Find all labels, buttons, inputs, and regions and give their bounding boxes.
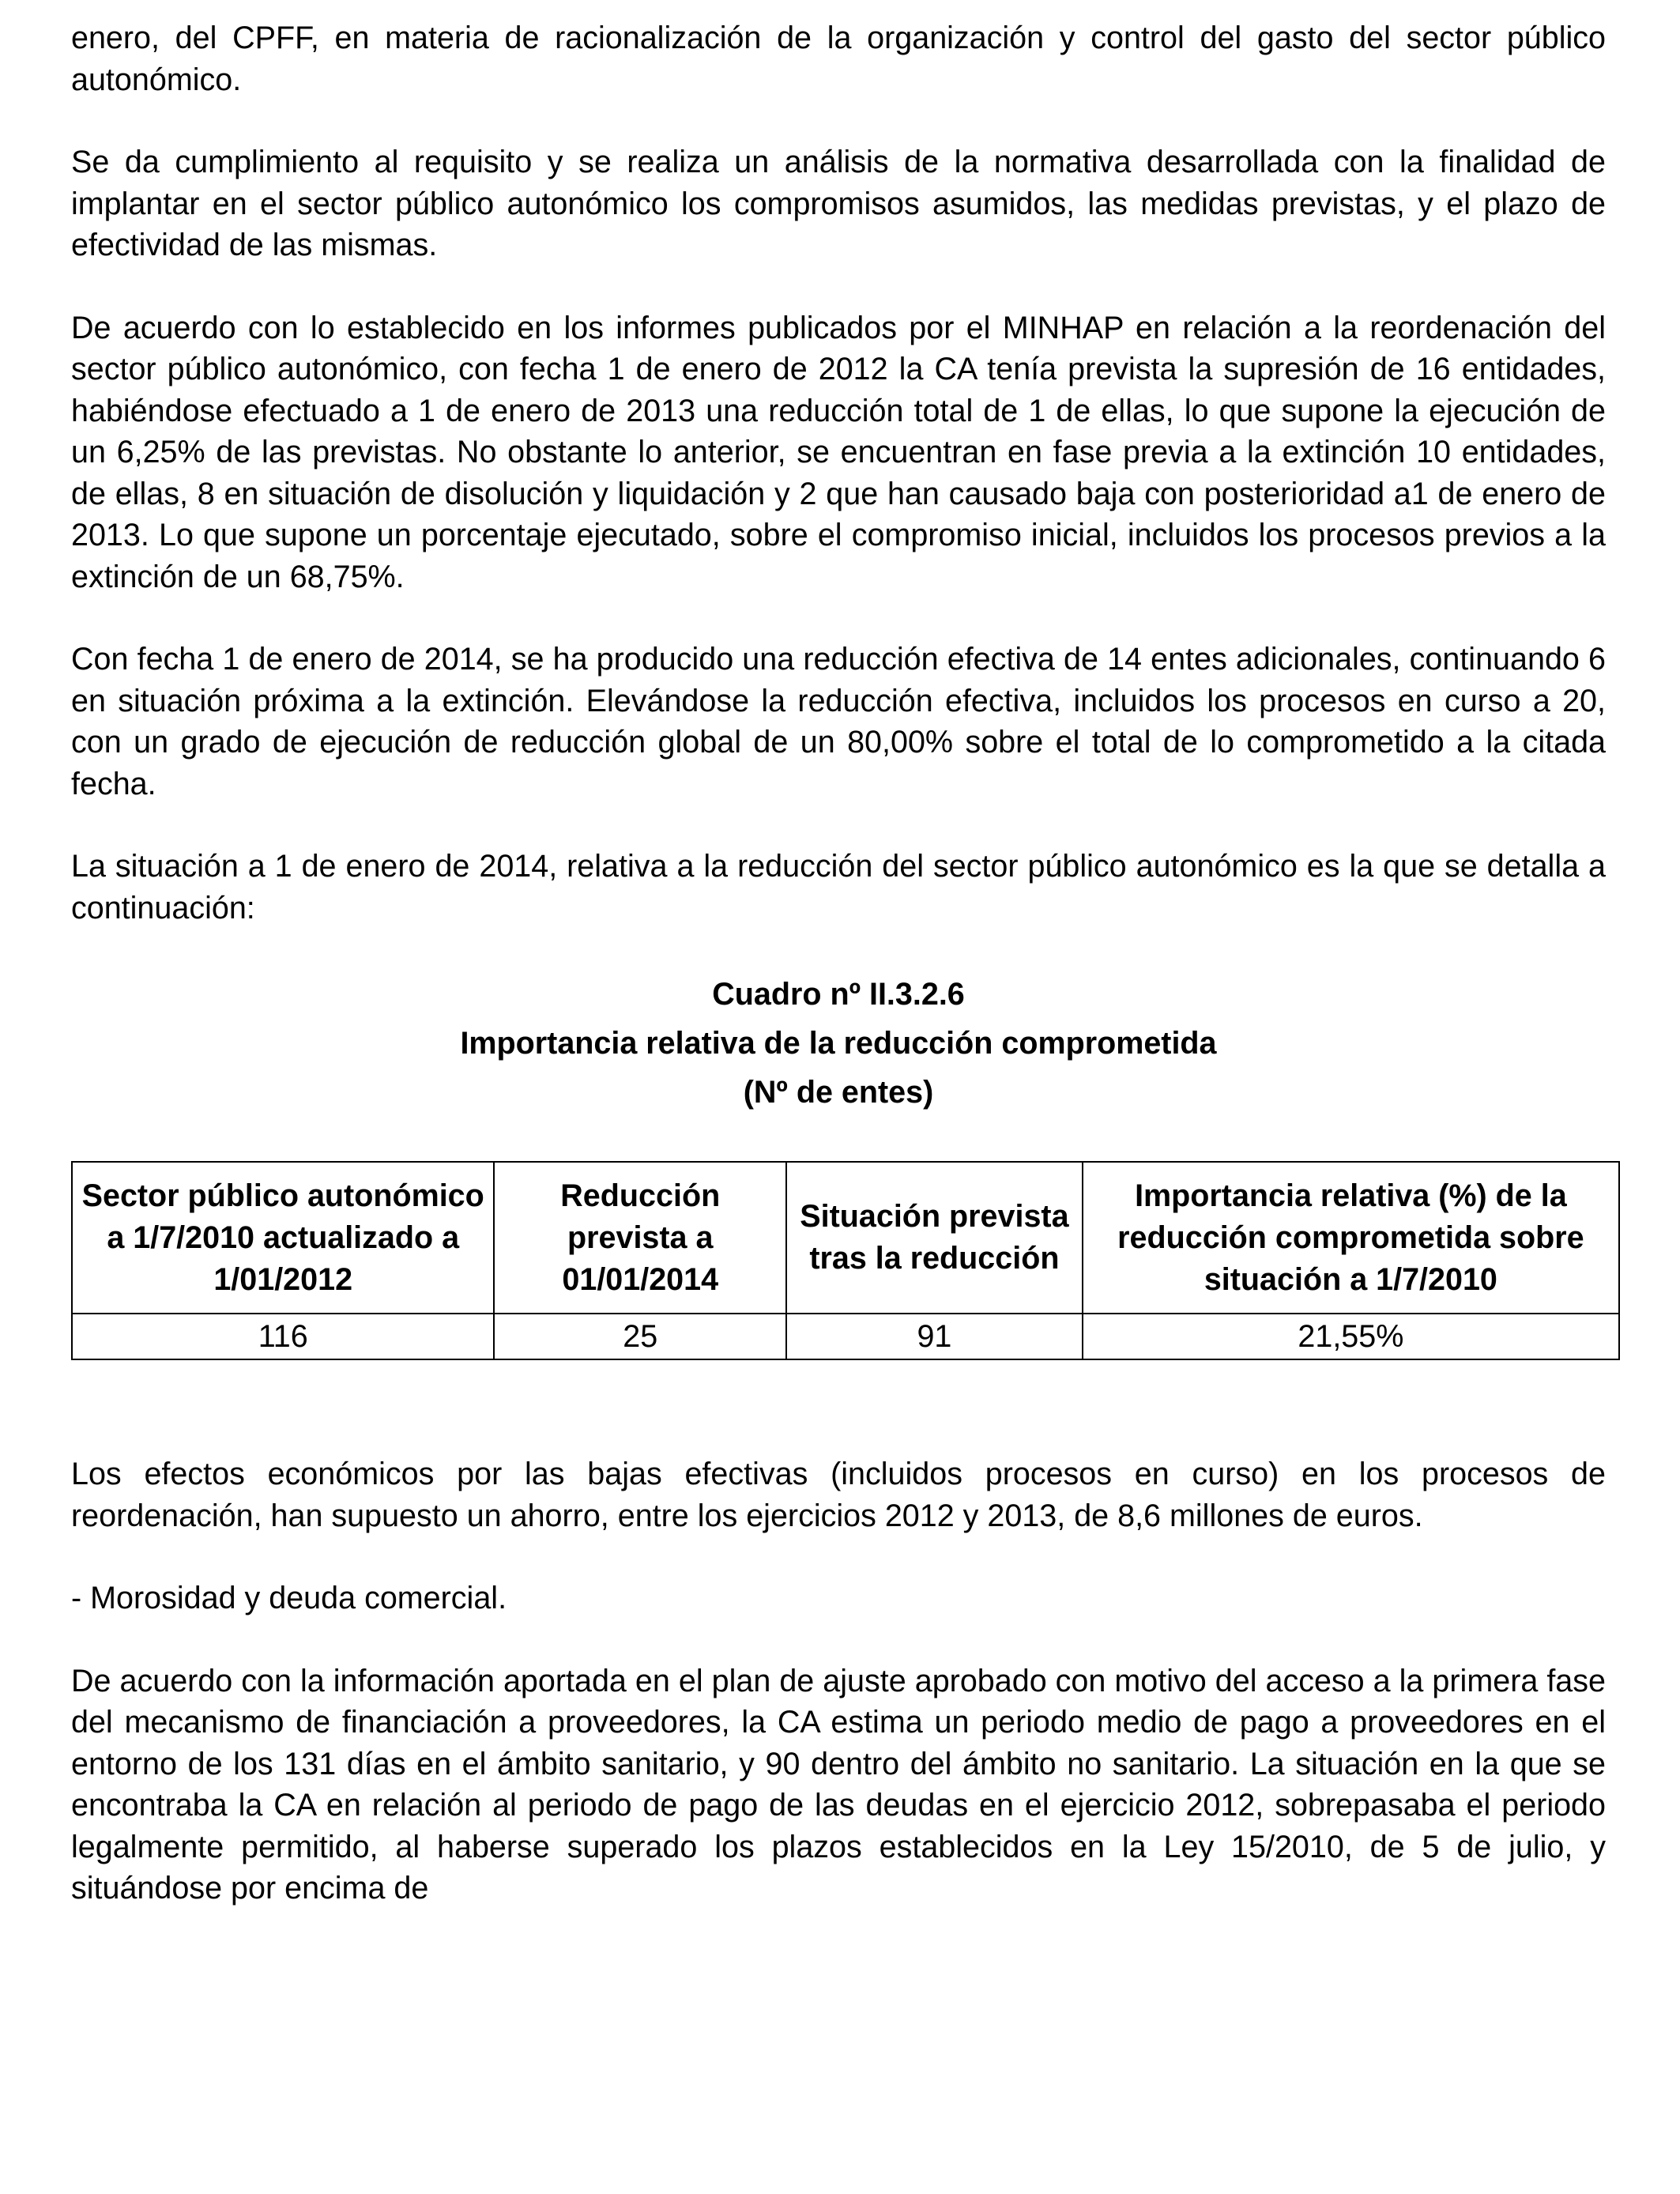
table-units: (Nº de entes) <box>743 1075 934 1110</box>
paragraph: Se da cumplimiento al requisito y se realiza un análisis de la normativa desarrollada con la finalidad de implantar en el sector público autonómico los compromisos asumidos, las medidas previstas, y el plazo de efectividad de las mismas. <box>71 145 1606 262</box>
paragraph: Los efectos económicos por las bajas efectivas (incluidos procesos en curso) en los procesos de reordenación, han supuesto un ahorro, entre los ejercicios 2012 y 2013, de 8,6 millones de euros. <box>71 1457 1606 1533</box>
column-header: Reducción prevista a 01/01/2014 <box>494 1162 786 1314</box>
table-cell: 116 <box>72 1314 494 1359</box>
table-cell: 25 <box>494 1314 786 1359</box>
paragraph: La situación a 1 de enero de 2014, relativa a la reducción del sector público autonómico es la que se detalla a continuación: <box>71 849 1606 925</box>
column-header: Importancia relativa (%) de la reducción comprometida sobre situación a 1/7/2010 <box>1083 1162 1619 1314</box>
table-cell: 91 <box>786 1314 1083 1359</box>
paragraph: enero, del CPFF, en materia de racionalización de la organización y control del gasto del sector público autonómico. <box>71 21 1606 97</box>
table-header-row <box>72 1162 1619 1314</box>
paragraph: Con fecha 1 de enero de 2014, se ha producido una reducción efectiva de 14 entes adicionales, continuando 6 en situación próxima a la extinción. Elevándose la reducción efectiva, incluidos los procesos en curso a 20, con un grado de ejecución de reducción global de un 80,00% sobre el total de lo comprometido a la citada fecha. <box>71 642 1606 801</box>
paragraph: De acuerdo con la información aportada en el plan de ajuste aprobado con motivo del acceso a la primera fase del mecanismo de financiación a proveedores, la CA estima un periodo medio de pago a proveedores en el entorno de los 131 días en el ámbito sanitario, y 90 dentro del ámbito no sanitario. La situación en la que se encontraba la CA en relación al periodo de pago de las deudas en el ejercicio 2012, sobrepasaba el periodo legalmente permitido, al haberse superado los plazos establecidos en la Ley 15/2010, de 5 de julio, y situándose por encima de <box>71 1663 1606 1906</box>
table-cell: 21,55% <box>1083 1314 1619 1359</box>
paragraph: De acuerdo con lo establecido en los informes publicados por el MINHAP en relación a la reordenación del sector público autonómico, con fecha 1 de enero de 2012 la CA tenía prevista la supresión de 16 entidades, habiéndose efectuado a 1 de enero de 2013 una reducción total de 1 de ellas, lo que supone la ejecución de un 6,25% de las previstas. No obstante lo anterior, se encuentran en fase previa a la extinción 10 entidades, de ellas, 8 en situación de disolución y liquidación y 2 que han causado baja con posterioridad a1 de enero de 2013. Lo que supone un porcentaje ejecutado, sobre el compromiso inicial, incluidos los procesos previos a la extinción de un 68,75%. <box>71 310 1606 594</box>
column-header: Situación prevista tras la reducción <box>786 1162 1083 1314</box>
bottom-text <box>71 1453 1606 1909</box>
table-row <box>72 1314 1619 1359</box>
column-header: Sector público autonómico a 1/7/2010 actualizado a 1/01/2012 <box>72 1162 494 1314</box>
section-heading: - Morosidad y deuda comercial. <box>71 1581 507 1615</box>
table-caption <box>71 970 1606 1117</box>
table-title: Importancia relativa de la reducción comprometida <box>460 1026 1217 1061</box>
table-number: Cuadro nº II.3.2.6 <box>712 977 965 1012</box>
document-page <box>71 17 1606 1951</box>
reduction-table <box>71 1161 1620 1360</box>
